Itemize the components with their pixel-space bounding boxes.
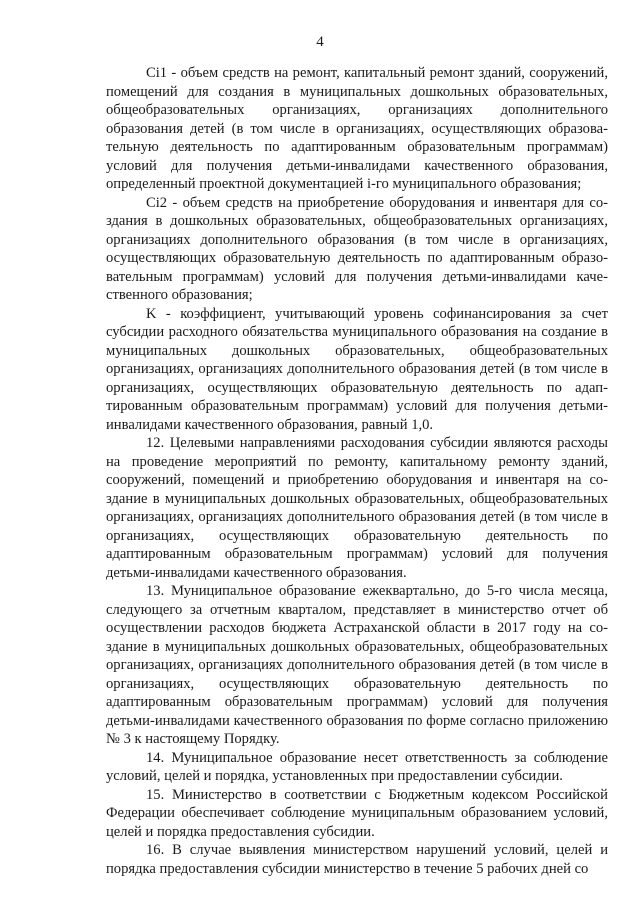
paragraph-clause-16: 16. В случае выявления министерством нарушений условий, целей и порядка предоставления субсидии министерство в течение 5 рабочих дней со <box>106 842 608 877</box>
paragraph-clause-13: 13. Муниципальное образование ежеквартально, до 5-го числа месяца, следующего за отчетным кварталом, представляет в министерство отчет об осуществлении расходов бюджета Астраханской области в 2017 году на создание в муниципальных дошкольных образовательных, общеобразовательных организациях, организациях дополнительного образования детей (в том числе в организациях, осуществляющих образовательную деятельность по адаптированным образовательным программам) условий для получения детьми-инвалидами качественного образования по форме согласно приложению № 3 к настоящему Порядку. <box>106 583 608 747</box>
document-body <box>106 64 608 878</box>
page-number: 4 <box>316 34 324 50</box>
paragraph-ci1-definition: Ci1 - объем средств на ремонт, капитальный ремонт зданий, сооружений, помещений для создания в муниципальных дошкольных образовательных, общеобразовательных организациях, организациях дополнительного образования детей (в том числе в организациях, осуществляющих образовательную деятельность по адаптированным образовательным программам) условий для получения детьми-инвалидами качественного образования, определенный проектной документацией i-го муниципального образования; <box>106 65 608 192</box>
paragraph-clause-15: 15. Министерство в соответствии с Бюджетным кодексом Российской Федерации обеспечивает соблюдение муниципальным образованием условий, целей и порядка предоставления субсидии. <box>106 786 608 840</box>
paragraph-ci2-definition: Ci2 - объем средств на приобретение оборудования и инвентаря для создания в дошкольных образовательных, общеобразовательных организациях, организациях дополнительного образования (в том числе в организациях, осуществляющих образовательную деятельность по адаптированным образовательным программам) условий для получения детьми-инвалидами качественного образования; <box>106 194 608 303</box>
paragraph-clause-12: 12. Целевыми направлениями расходования субсидии являются расходы на проведение мероприятий по ремонту, капитальному ремонту зданий, сооружений, помещений и приобретению оборудования и инвентаря на создание в муниципальных дошкольных образовательных, общеобразовательных организациях, организациях дополнительного образования детей (в том числе в организациях, осуществляющих образовательную деятельность по адаптированным образовательным программам) условий для получения детьми-инвалидами качественного образования. <box>106 435 608 581</box>
paragraph-k-coefficient: K - коэффициент, учитывающий уровень софинансирования за счет субсидии расходного обязательства муниципального образования на создание в муниципальных дошкольных образовательных, общеобразовательных организациях, организациях дополнительного образования детей (в том числе в организациях, осуществляющих образовательную деятельность по адаптированным образовательным программам) условий для получения детьми-инвалидами качественного образования, равный 1,0. <box>106 305 608 433</box>
paragraph-clause-14: 14. Муниципальное образование несет ответственность за соблюдение условий, целей и порядка, установленных при предоставлении субсидии. <box>106 749 608 784</box>
